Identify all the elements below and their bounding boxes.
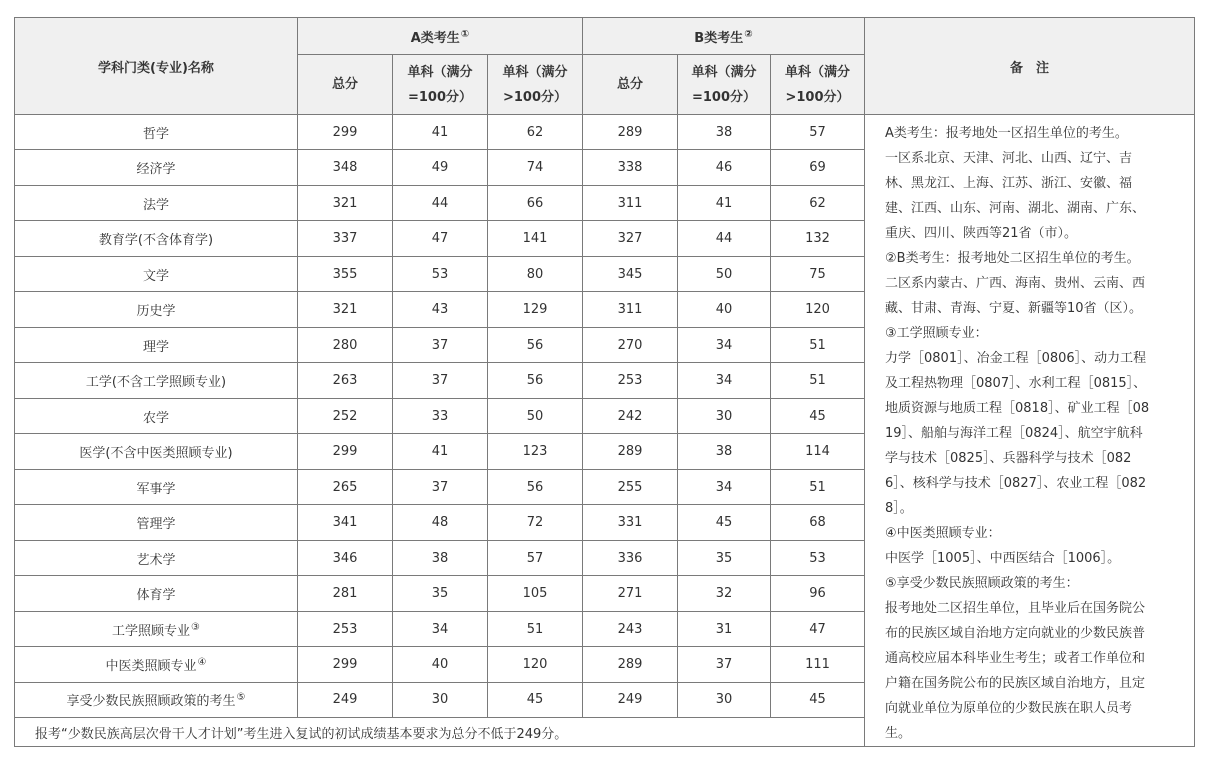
subject-cell	[15, 540, 298, 575]
a-single-gt100-cell: 56	[488, 363, 583, 398]
a-total-cell: 321	[298, 292, 393, 327]
a-total-cell: 299	[298, 115, 393, 150]
b-total-cell: 311	[583, 292, 678, 327]
a-single-gt100-cell: 123	[488, 434, 583, 469]
subject-cell	[15, 221, 298, 256]
b-single-gt100-cell: 69	[771, 150, 865, 185]
b-single-100-cell: 38	[678, 434, 771, 469]
b-single-gt100-header	[771, 55, 865, 115]
b-single-gt100-cell: 47	[771, 611, 865, 646]
a-total-cell: 253	[298, 611, 393, 646]
a-single-100-cell: 38	[393, 540, 488, 575]
b-single-100-cell: 37	[678, 647, 771, 682]
remark-line: A类考生：报考地处一区招生单位的考生。	[885, 126, 1128, 141]
group-a-header	[298, 18, 583, 55]
subject-cell	[15, 327, 298, 362]
subject-name: 农学	[142, 410, 169, 426]
b-single-100-cell: 40	[678, 292, 771, 327]
a-single-100-cell: 30	[393, 682, 488, 717]
a-single-100-cell: 33	[393, 398, 488, 433]
a-single-gt100-cell: 80	[488, 256, 583, 291]
subject-name: 理学	[142, 339, 169, 355]
a-total-cell: 299	[298, 434, 393, 469]
b-single-gt100-cell: 75	[771, 256, 865, 291]
a-total-header	[298, 55, 393, 115]
a-total-cell: 252	[298, 398, 393, 433]
subject-cell	[15, 150, 298, 185]
remark-line: 8］。	[885, 501, 913, 516]
a-total-cell: 346	[298, 540, 393, 575]
subject-name: 体育学	[136, 588, 176, 604]
a-total-cell: 337	[298, 221, 393, 256]
subject-name: 医学(不含中医类照顾专业)	[79, 446, 233, 462]
a-single-gt100-label-line1: 单科（满分	[502, 64, 568, 80]
remark-line: 力学［0801］、冶金工程［0806］、动力工程	[885, 351, 1147, 366]
b-total-cell: 255	[583, 469, 678, 504]
remark-line: 林、黑龙江、上海、江苏、浙江、安徽、福	[885, 176, 1133, 191]
b-single-100-cell: 50	[678, 256, 771, 291]
a-single-100-header	[393, 55, 488, 115]
remark-line: 布的民族区域自治地方定向就业的少数民族普	[885, 626, 1146, 641]
subject-name: 工学照顾专业	[112, 623, 191, 639]
subject-mark: ③	[191, 621, 200, 633]
table-body	[15, 115, 1195, 747]
b-single-100-cell: 32	[678, 576, 771, 611]
subject-cell	[15, 682, 298, 717]
b-single-100-cell: 38	[678, 115, 771, 150]
a-single-100-label-line1: 单科（满分	[407, 64, 473, 80]
b-total-cell: 289	[583, 115, 678, 150]
remark-line: 向就业单位为原单位的少数民族在职人员考	[885, 701, 1133, 716]
b-single-100-cell: 44	[678, 221, 771, 256]
a-single-100-cell: 43	[393, 292, 488, 327]
b-total-cell: 270	[583, 327, 678, 362]
a-total-cell: 299	[298, 647, 393, 682]
remark-line: 建、江西、山东、河南、湖北、湖南、广东、	[885, 201, 1146, 216]
subject-cell	[15, 434, 298, 469]
b-single-100-cell: 34	[678, 327, 771, 362]
a-single-100-cell: 37	[393, 327, 488, 362]
b-total-cell: 253	[583, 363, 678, 398]
a-single-gt100-cell: 51	[488, 611, 583, 646]
b-single-100-cell: 45	[678, 505, 771, 540]
remark-line: ⑤享受少数民族照顾政策的考生：	[885, 576, 1079, 591]
subject-name: 军事学	[136, 481, 176, 497]
footer-note: 报考“少数民族高层次骨干人才计划”考生进入复试的初试成绩基本要求为总分不低于249分。	[15, 718, 865, 747]
a-total-cell: 281	[298, 576, 393, 611]
remark-line: 6］、核科学与技术［0827］、农业工程［082	[885, 476, 1147, 491]
b-single-gt100-cell: 51	[771, 327, 865, 362]
remark-line: ③工学照顾专业：	[885, 326, 988, 341]
subject-name: 经济学	[136, 162, 176, 178]
subject-name: 教育学(不含体育学)	[98, 233, 214, 249]
remark-line: 及工程热物理［0807］、水利工程［0815］、	[885, 376, 1147, 391]
a-single-gt100-cell: 74	[488, 150, 583, 185]
remarks-cell	[865, 115, 1195, 747]
b-single-gt100-cell: 96	[771, 576, 865, 611]
a-single-gt100-cell: 141	[488, 221, 583, 256]
remark-line: 生。	[885, 726, 912, 741]
b-single-100-label-line2: =100分）	[691, 89, 757, 105]
a-single-gt100-cell: 56	[488, 327, 583, 362]
subject-cell	[15, 292, 298, 327]
a-total-cell: 321	[298, 185, 393, 220]
subject-name: 工学(不含工学照顾专业)	[85, 375, 227, 391]
a-total-cell: 341	[298, 505, 393, 540]
b-total-cell: 338	[583, 150, 678, 185]
subject-name: 哲学	[142, 126, 169, 142]
subject-name: 历史学	[136, 304, 176, 320]
b-single-gt100-cell: 68	[771, 505, 865, 540]
subject-name: 管理学	[136, 517, 176, 533]
a-total-cell: 355	[298, 256, 393, 291]
remark-line: 19］、船舶与海洋工程［0824］、航空宇航科	[885, 426, 1143, 441]
a-single-gt100-cell: 50	[488, 398, 583, 433]
subject-name: 享受少数民族照顾政策的考生	[66, 694, 236, 710]
subject-cell	[15, 115, 298, 150]
b-single-gt100-cell: 132	[771, 221, 865, 256]
b-total-cell: 327	[583, 221, 678, 256]
subject-cell	[15, 398, 298, 433]
b-single-gt100-cell: 111	[771, 647, 865, 682]
a-single-100-cell: 37	[393, 469, 488, 504]
a-single-gt100-cell: 120	[488, 647, 583, 682]
subject-mark: ④	[197, 657, 207, 668]
b-total-cell: 242	[583, 398, 678, 433]
a-single-100-cell: 48	[393, 505, 488, 540]
subject-cell	[15, 469, 298, 504]
group-b-header	[583, 18, 865, 55]
table-row	[15, 115, 1195, 150]
a-single-100-label-line2: =100分）	[407, 89, 473, 105]
a-total-cell: 263	[298, 363, 393, 398]
group-b-mark: ②	[744, 28, 753, 40]
b-single-100-cell: 34	[678, 469, 771, 504]
remark-line: 学与技术［0825］、兵器科学与技术［082	[885, 451, 1132, 466]
group-b-label: B类考生	[694, 30, 744, 46]
remark-line: 户籍在国务院公布的民族区域自治地方，且定	[885, 676, 1146, 691]
a-single-gt100-cell: 129	[488, 292, 583, 327]
a-single-100-cell: 34	[393, 611, 488, 646]
b-single-100-cell: 41	[678, 185, 771, 220]
b-total-cell: 345	[583, 256, 678, 291]
b-single-100-cell: 30	[678, 398, 771, 433]
b-single-100-cell: 46	[678, 150, 771, 185]
a-single-gt100-cell: 45	[488, 682, 583, 717]
a-total-cell: 348	[298, 150, 393, 185]
a-single-100-cell: 49	[393, 150, 488, 185]
group-a-mark: ①	[460, 28, 470, 40]
remark-line: 藏、甘肃、青海、宁夏、新疆等10省（区）。	[885, 301, 1143, 316]
a-single-100-cell: 40	[393, 647, 488, 682]
b-single-gt100-cell: 57	[771, 115, 865, 150]
b-total-cell: 289	[583, 647, 678, 682]
b-total-cell: 243	[583, 611, 678, 646]
subject-cell	[15, 505, 298, 540]
remark-line: 中医学［1005］、中西医结合［1006］。	[885, 551, 1121, 566]
subject-cell	[15, 256, 298, 291]
b-single-gt100-cell: 114	[771, 434, 865, 469]
b-total-cell: 271	[583, 576, 678, 611]
a-total-cell: 265	[298, 469, 393, 504]
subject-cell	[15, 576, 298, 611]
subject-mark: ⑤	[236, 692, 246, 704]
a-single-100-cell: 35	[393, 576, 488, 611]
a-single-gt100-cell: 56	[488, 469, 583, 504]
subject-cell	[15, 647, 298, 682]
b-single-gt100-cell: 53	[771, 540, 865, 575]
b-single-100-cell: 34	[678, 363, 771, 398]
subject-cell	[15, 185, 298, 220]
subject-header-label: 学科门类(专业)名称	[98, 60, 214, 76]
a-single-gt100-cell: 105	[488, 576, 583, 611]
b-single-gt100-cell: 45	[771, 682, 865, 717]
remarks-header-label: 备 注	[1009, 60, 1049, 76]
subject-name: 中医类照顾专业	[105, 659, 197, 674]
a-single-100-cell: 37	[393, 363, 488, 398]
b-total-cell: 336	[583, 540, 678, 575]
subject-cell	[15, 611, 298, 646]
remark-line: ④中医类照顾专业：	[885, 526, 1001, 541]
b-single-100-cell: 30	[678, 682, 771, 717]
group-a-label: A类考生	[410, 30, 460, 46]
a-single-gt100-cell: 66	[488, 185, 583, 220]
subject-name: 法学	[142, 197, 169, 213]
remark-line: ②B类考生：报考地处二区招生单位的考生。	[885, 251, 1140, 266]
a-single-gt100-header	[488, 55, 583, 115]
b-total-cell: 249	[583, 682, 678, 717]
remark-line: 重庆、四川、陕西等21省（市）。	[885, 226, 1078, 241]
remark-line: 报考地处二区招生单位，且毕业后在国务院公	[885, 601, 1146, 616]
remark-line: 通高校应届本科毕业生考生；或者工作单位和	[885, 651, 1146, 666]
b-total-label: 总分	[616, 77, 643, 92]
a-single-100-cell: 47	[393, 221, 488, 256]
a-single-100-cell: 53	[393, 256, 488, 291]
b-total-header	[583, 55, 678, 115]
subject-name: 文学	[142, 268, 169, 284]
b-single-gt100-cell: 51	[771, 469, 865, 504]
b-single-gt100-cell: 62	[771, 185, 865, 220]
b-single-gt100-cell: 45	[771, 398, 865, 433]
remark-line: 一区系北京、天津、河北、山西、辽宁、吉	[885, 151, 1133, 166]
b-single-gt100-label-line1: 单科（满分	[784, 64, 850, 80]
b-single-gt100-cell: 120	[771, 292, 865, 327]
a-single-gt100-cell: 62	[488, 115, 583, 150]
a-total-cell: 249	[298, 682, 393, 717]
remark-line: 二区系内蒙古、广西、海南、贵州、云南、西	[885, 276, 1146, 291]
b-single-100-cell: 31	[678, 611, 771, 646]
a-single-gt100-cell: 72	[488, 505, 583, 540]
subject-cell	[15, 363, 298, 398]
remark-line: 地质资源与地质工程［0818］、矿业工程［08	[885, 401, 1150, 416]
b-total-cell: 289	[583, 434, 678, 469]
b-single-gt100-cell: 51	[771, 363, 865, 398]
a-total-cell: 280	[298, 327, 393, 362]
a-single-gt100-cell: 57	[488, 540, 583, 575]
a-total-label: 总分	[331, 77, 358, 92]
a-single-100-cell: 41	[393, 115, 488, 150]
a-single-100-cell: 44	[393, 185, 488, 220]
a-single-gt100-label-line2: >100分）	[502, 89, 568, 105]
score-table	[14, 17, 1195, 747]
subject-name: 艺术学	[136, 552, 176, 568]
subject-header	[15, 18, 298, 115]
a-single-100-cell: 41	[393, 434, 488, 469]
b-total-cell: 331	[583, 505, 678, 540]
b-single-100-cell: 35	[678, 540, 771, 575]
b-single-100-label-line1: 单科（满分	[691, 64, 757, 80]
b-single-100-header	[678, 55, 771, 115]
table-header	[15, 18, 1195, 115]
b-total-cell: 311	[583, 185, 678, 220]
b-single-gt100-label-line2: >100分）	[785, 89, 850, 105]
remarks-header	[865, 18, 1195, 115]
